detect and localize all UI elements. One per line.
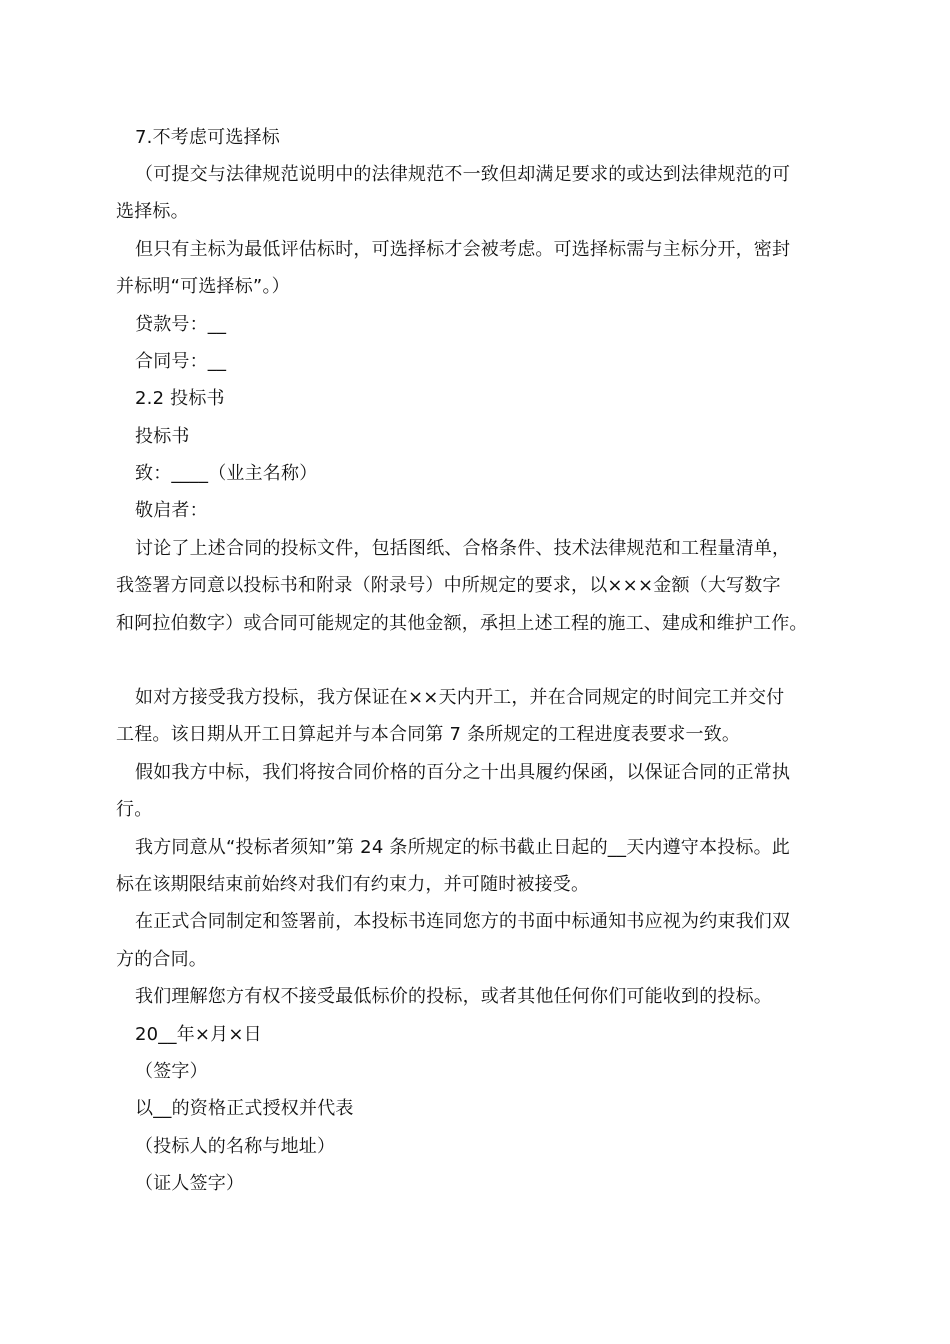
section-heading: 7.不考虑可选择标 [135, 127, 280, 148]
paragraph-line: 选择标。 [116, 201, 189, 222]
paragraph-line: 假如我方中标，我们将按合同价格的百分之十出具履约保函，以保证合同的正常执 [135, 762, 791, 783]
paragraph-line: 在正式合同制定和签署前，本投标书连同您方的书面中标通知书应视为约束我们双 [135, 911, 791, 932]
paragraph-line: 讨论了上述合同的投标文件，包括图纸、合格条件、技术法律规范和工程量清单， [135, 538, 791, 559]
addressee-line: 致：____（业主名称） [135, 463, 318, 484]
authorization-line: 以__的资格正式授权并代表 [135, 1098, 354, 1119]
paragraph-line: 行。 [116, 799, 153, 820]
paragraph-line: 方的合同。 [116, 949, 207, 970]
contract-number-line: 合同号：__ [135, 351, 227, 372]
paragraph-line: （可提交与法律规范说明中的法律规范不一致但却满足要求的或达到法律规范的可 [135, 164, 791, 185]
loan-number-line: 贷款号：__ [135, 314, 227, 335]
paragraph-line: 如对方接受我方投标，我方保证在××天内开工，并在合同规定的时间完工并交付 [135, 687, 785, 708]
date-line: 20__年×月×日 [135, 1024, 262, 1045]
witness-signature-line: （证人签字） [135, 1173, 245, 1194]
paragraph-line: 但只有主标为最低评估标时，可选择标才会被考虑。可选择标需与主标分开，密封 [135, 239, 791, 260]
salutation: 敬启者： [135, 500, 208, 521]
paragraph-line: 工程。该日期从开工日算起并与本合同第 7 条所规定的工程进度表要求一致。 [116, 724, 741, 745]
paragraph-line: 标在该期限结束前始终对我们有约束力，并可随时被接受。 [116, 874, 590, 895]
paragraph-line: 我们理解您方有权不接受最低标价的投标，或者其他任何你们可能收到的投标。 [135, 986, 772, 1007]
bidder-name-line: （投标人的名称与地址） [135, 1136, 336, 1157]
paragraph-line: 和阿拉伯数字）或合同可能规定的其他金额，承担上述工程的施工、建成和维护工作。 [116, 613, 808, 634]
signature-line: （签字） [135, 1061, 208, 1082]
document-title: 投标书 [135, 426, 190, 447]
paragraph-line: 我签署方同意以投标书和附录（附录号）中所规定的要求，以×××金额（大写数字 [116, 575, 781, 596]
paragraph-line: 我方同意从“投标者须知”第 24 条所规定的标书截止日起的__天内遵守本投标。此 [135, 837, 790, 858]
section-heading: 2.2 投标书 [135, 388, 225, 409]
paragraph-line: 并标明“可选择标”。） [116, 276, 290, 297]
